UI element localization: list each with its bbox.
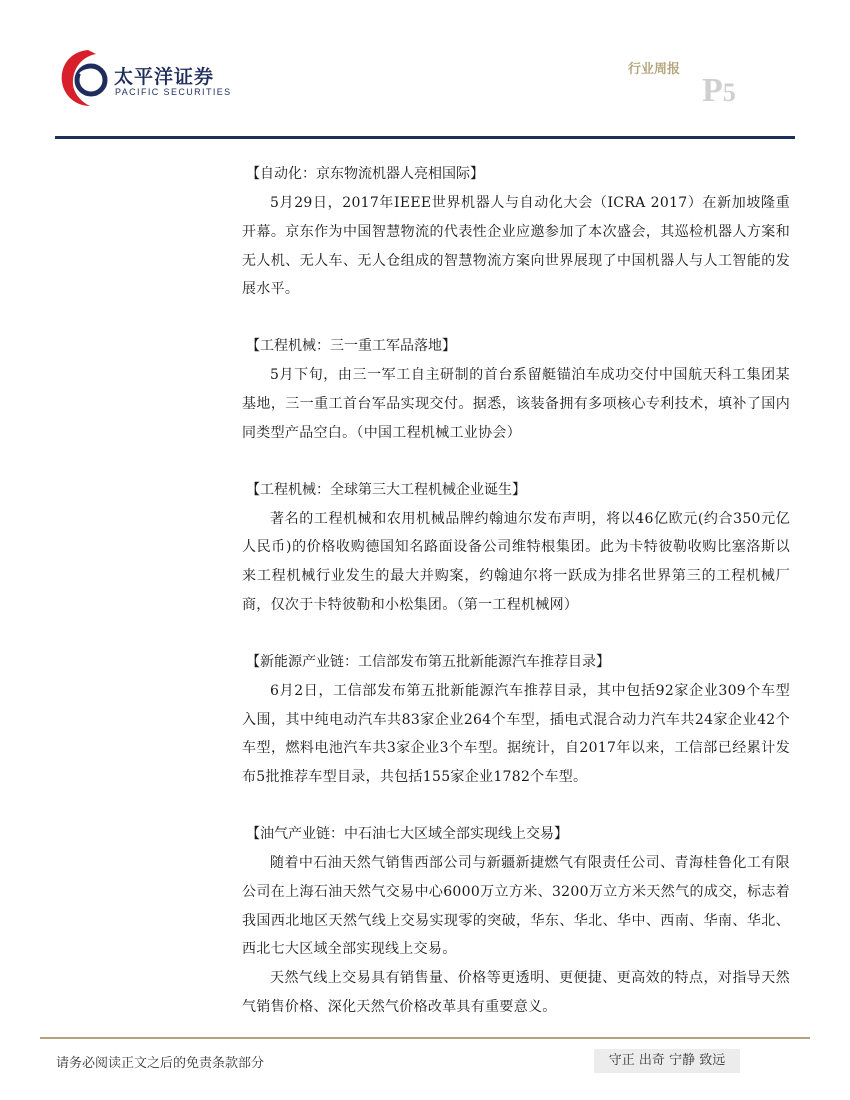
section-title: 【工程机械：全球第三大工程机械企业诞生】 <box>246 481 526 498</box>
news-section <box>242 476 790 620</box>
page-header <box>0 0 850 140</box>
footer-disclaimer: 请务必阅读正文之后的免责条款部分 <box>56 1056 265 1071</box>
page-number-value: 5 <box>722 78 736 107</box>
article-body <box>242 160 790 1050</box>
logo-chinese-name: 太平洋证券 <box>114 66 215 88</box>
section-paragraph: 著名的工程机械和农用机械品牌约翰迪尔发布声明，将以46亿欧元(约合350元亿人民币)的价格收购德国知名路面设备公司维特根集团。此为卡特彼勒收购比塞洛斯以来工程机械行业发生的最大并购案，约翰迪尔将一跃成为排名世界第三的工程机械厂商，仅次于卡特彼勒和小松集团。（第一工程机械网） <box>242 510 790 613</box>
section-paragraph: 随着中石油天然气销售西部公司与新疆新捷燃气有限责任公司、青海桂鲁化工有限公司在上海石油天然气交易中心6000万立方米、3200万立方米天然气的成交，标志着我国西北地区天然气线上交易实现零的突破，华东、华北、华中、西南、华南、华北、西北七大区域全部实现线上交易。 <box>242 854 790 958</box>
report-type-label: 行业周报 <box>628 62 681 77</box>
footer-motto: 守正 出奇 宁静 致远 <box>594 1049 740 1073</box>
news-section <box>242 160 790 304</box>
section-title: 【工程机械：三一重工军品落地】 <box>246 338 456 355</box>
section-paragraph: 5月29日，2017年IEEE世界机器人与自动化大会（ICRA 2017）在新加坡隆重开幕。京东作为中国智慧物流的代表性企业应邀参加了本次盛会，其巡检机器人方案和无人机、无人车、无人仓组成的智慧物流方案向世界展现了中国机器人与人工智能的发展水平。 <box>242 195 790 298</box>
section-title: 【新能源产业链：工信部发布第五批新能源汽车推荐目录】 <box>246 653 610 670</box>
company-logo <box>58 44 298 114</box>
news-section <box>242 332 790 447</box>
logo-emblem-icon <box>58 44 112 114</box>
section-paragraph: 天然气线上交易具有销售量、价格等更透明、更便捷、更高效的特点，对指导天然气销售价格、深化天然气价格改革具有重要意义。 <box>242 970 790 1015</box>
section-paragraph: 6月2日，工信部发布第五批新能源汽车推荐目录，其中包括92家企业309个车型入围，其中纯电动汽车共83家企业264个车型，插电式混合动力汽车共24家企业42个车型，燃料电池汽车共3家企业3个车型。据统计，自2017年以来，工信部已经累计发布5批推荐车型目录，共包括155家企业1782个车型。 <box>242 682 790 786</box>
section-paragraph: 5月下旬，由三一军工自主研制的首台系留艇锚泊车成功交付中国航天科工集团某基地，三一重工首台军品实现交付。据悉，该装备拥有多项核心专利技术，填补了国内同类型产品空白。（中国工程机械工业协会） <box>242 367 790 441</box>
section-title: 【自动化：京东物流机器人亮相国际】 <box>246 166 484 182</box>
footer-divider <box>40 1037 810 1039</box>
section-title: 【油气产业链：中石油七大区域全部实现线上交易】 <box>246 825 568 842</box>
news-section <box>242 648 790 792</box>
logo-english-name: PACIFIC SECURITIES <box>115 87 232 97</box>
page-number <box>702 74 736 108</box>
header-divider <box>55 136 795 139</box>
news-section <box>242 820 790 1022</box>
page-number-prefix: P <box>702 72 723 109</box>
